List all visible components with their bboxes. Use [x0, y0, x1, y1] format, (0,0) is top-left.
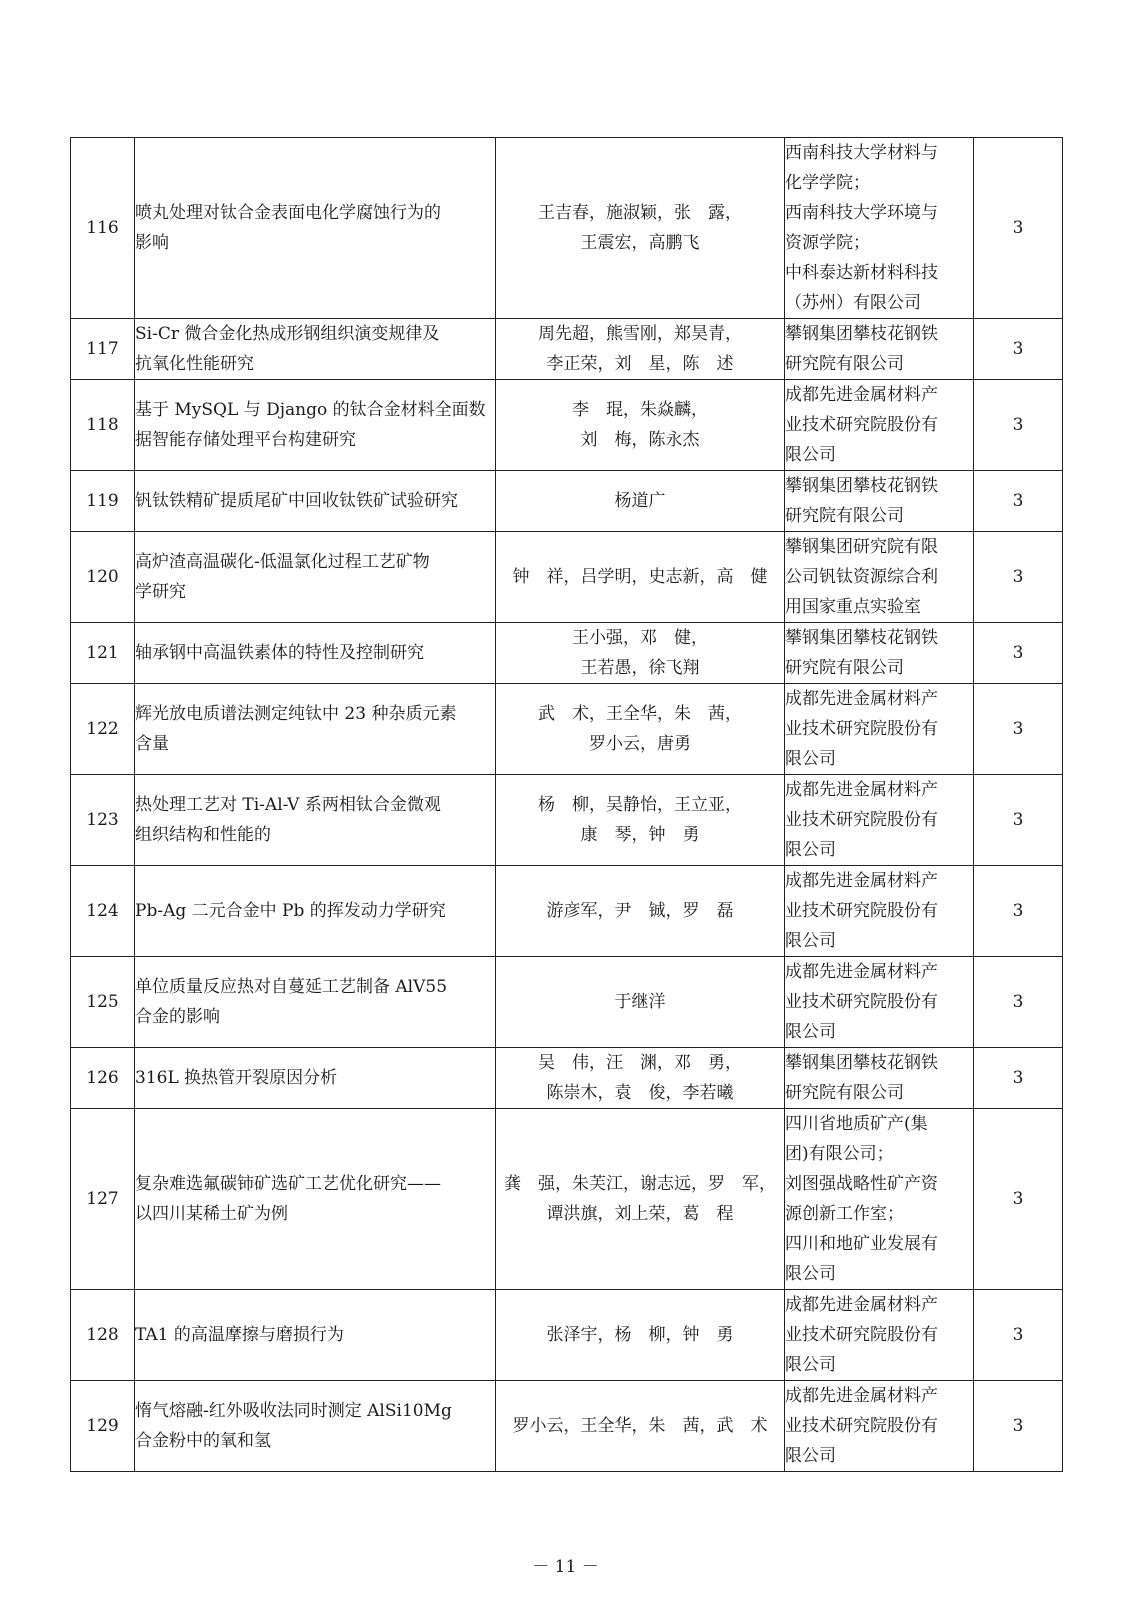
- paper-title-line: 据智能存储处理平台构建研究: [135, 430, 356, 450]
- paper-organization-line: 攀钢集团研究院有限: [785, 537, 938, 557]
- paper-authors: [496, 1048, 785, 1109]
- paper-organization-line: 攀钢集团攀枝花钢铁: [785, 324, 938, 344]
- row-number: 117: [71, 319, 135, 380]
- paper-organization-line: 业技术研究院股份有: [785, 415, 938, 435]
- paper-organization-line: 成都先进金属材料产: [785, 689, 938, 709]
- paper-title-line: 基于 MySQL 与 Django 的钛合金材料全面数: [135, 400, 486, 420]
- paper-title-line: 复杂难选氟碳铈矿选矿工艺优化研究——: [135, 1174, 441, 1194]
- paper-authors-line: 张泽宇，杨 柳，钟 勇: [546, 1325, 734, 1345]
- paper-authors-line: 李 琨，朱焱麟，: [572, 400, 708, 420]
- paper-authors-line: 陈崇木，袁 俊，李若曦: [546, 1083, 734, 1103]
- table-row: [71, 684, 1063, 775]
- row-number: 126: [71, 1048, 135, 1109]
- paper-authors-line: 游彦军，尹 铖，罗 磊: [546, 901, 734, 921]
- table-row: [71, 1109, 1063, 1290]
- paper-authors: [496, 775, 785, 866]
- paper-title: [135, 775, 496, 866]
- paper-title-line: 热处理工艺对 Ti-Al-V 系两相钛合金微观: [135, 795, 441, 815]
- paper-title: [135, 1048, 496, 1109]
- paper-title: [135, 319, 496, 380]
- row-number: 125: [71, 957, 135, 1048]
- paper-authors-line: 王震宏，高鹏飞: [580, 233, 700, 253]
- paper-title: [135, 532, 496, 623]
- paper-title: [135, 866, 496, 957]
- paper-organization: [785, 1381, 974, 1472]
- paper-authors-line: 李正荣，刘 星，陈 述: [546, 354, 734, 374]
- row-score: 3: [974, 471, 1063, 532]
- paper-title-line: 单位质量反应热对自蔓延工艺制备 AlV55: [135, 977, 448, 997]
- paper-organization-line: 限公司: [785, 1022, 836, 1042]
- paper-authors: [496, 1290, 785, 1381]
- paper-authors: [496, 623, 785, 684]
- table-row: [71, 532, 1063, 623]
- paper-organization-line: 四川和地矿业发展有: [785, 1234, 938, 1254]
- paper-organization-line: 化学学院；: [785, 173, 870, 193]
- paper-organization: [785, 957, 974, 1048]
- paper-organization-line: 团)有限公司；: [785, 1144, 894, 1164]
- paper-authors: [496, 471, 785, 532]
- paper-organization: [785, 1290, 974, 1381]
- row-score: 3: [974, 866, 1063, 957]
- table-row: [71, 1048, 1063, 1109]
- paper-authors: [496, 532, 785, 623]
- paper-title: [135, 1109, 496, 1290]
- row-score: 3: [974, 957, 1063, 1048]
- paper-authors: [496, 1381, 785, 1472]
- paper-title: [135, 380, 496, 471]
- paper-authors-line: 谭洪旗，刘上荣，葛 程: [546, 1204, 734, 1224]
- paper-organization-line: 研究院有限公司: [785, 1083, 904, 1103]
- paper-organization-line: 成都先进金属材料产: [785, 871, 938, 891]
- paper-title-line: 抗氧化性能研究: [135, 354, 254, 374]
- row-number: 118: [71, 380, 135, 471]
- paper-title: [135, 623, 496, 684]
- paper-organization-line: 成都先进金属材料产: [785, 1386, 938, 1406]
- row-score: 3: [974, 532, 1063, 623]
- paper-title-line: 辉光放电质谱法测定纯钛中 23 种杂质元素: [135, 704, 457, 724]
- table-row: [71, 957, 1063, 1048]
- paper-organization-line: 刘图强战略性矿产资: [785, 1174, 938, 1194]
- paper-organization-line: 成都先进金属材料产: [785, 962, 938, 982]
- paper-title-line: 合金的影响: [135, 1007, 220, 1027]
- paper-title: [135, 957, 496, 1048]
- paper-authors-line: 周先超，熊雪刚，郑昊青，: [538, 324, 742, 344]
- row-score: 3: [974, 623, 1063, 684]
- paper-title: [135, 1381, 496, 1472]
- paper-title-line: Si-Cr 微合金化热成形钢组织演变规律及: [135, 324, 440, 344]
- row-score: 3: [974, 319, 1063, 380]
- row-score: 3: [974, 1290, 1063, 1381]
- paper-organization-line: 业技术研究院股份有: [785, 1416, 938, 1436]
- paper-organization-line: 攀钢集团攀枝花钢铁: [785, 1053, 938, 1073]
- paper-organization-line: 四川省地质矿产(集: [785, 1114, 928, 1134]
- paper-organization-line: 限公司: [785, 445, 836, 465]
- paper-organization-line: 成都先进金属材料产: [785, 780, 938, 800]
- table-row: [71, 380, 1063, 471]
- paper-organization: [785, 1109, 974, 1290]
- paper-authors-line: 王吉春，施淑颖，张 露，: [538, 203, 742, 223]
- paper-title: [135, 1290, 496, 1381]
- table-row: [71, 775, 1063, 866]
- paper-organization-line: （苏州）有限公司: [785, 293, 921, 313]
- paper-organization-line: 攀钢集团攀枝花钢铁: [785, 476, 938, 496]
- paper-organization: [785, 1048, 974, 1109]
- paper-title: [135, 684, 496, 775]
- paper-title: [135, 471, 496, 532]
- row-number: 116: [71, 138, 135, 319]
- row-number: 120: [71, 532, 135, 623]
- page-number: － 11 －: [532, 1557, 599, 1577]
- paper-title-line: 钒钛铁精矿提质尾矿中回收钛铁矿试验研究: [135, 491, 458, 511]
- paper-organization: [785, 684, 974, 775]
- paper-authors-line: 杨道广: [614, 491, 666, 511]
- paper-organization-line: 研究院有限公司: [785, 506, 904, 526]
- row-score: 3: [974, 138, 1063, 319]
- paper-organization-line: 成都先进金属材料产: [785, 1295, 938, 1315]
- row-number: 121: [71, 623, 135, 684]
- paper-title-line: 高炉渣高温碳化-低温氯化过程工艺矿物: [135, 552, 430, 572]
- paper-organization-line: 成都先进金属材料产: [785, 385, 938, 405]
- paper-organization-line: 业技术研究院股份有: [785, 901, 938, 921]
- paper-organization-line: 西南科技大学环境与: [785, 203, 938, 223]
- paper-authors-line: 钟 祥，吕学明，史志新，高 健: [512, 567, 768, 587]
- paper-title-line: 惰气熔融-红外吸收法同时测定 AlSi10Mg: [135, 1401, 452, 1421]
- paper-organization: [785, 471, 974, 532]
- table-row: [71, 138, 1063, 319]
- paper-title-line: 喷丸处理对钛合金表面电化学腐蚀行为的: [135, 203, 441, 223]
- row-score: 3: [974, 684, 1063, 775]
- table-row: [71, 319, 1063, 380]
- paper-authors-line: 龚 强，朱芙江，谢志远，罗 军，: [504, 1174, 776, 1194]
- paper-authors-line: 罗小云，唐勇: [589, 734, 691, 754]
- paper-authors: [496, 380, 785, 471]
- paper-organization-line: 限公司: [785, 840, 836, 860]
- paper-authors-line: 王小强，邓 健，: [572, 628, 708, 648]
- paper-authors-line: 武 术，王全华，朱 茜，: [538, 704, 742, 724]
- paper-organization-line: 限公司: [785, 1446, 836, 1466]
- paper-title: [135, 138, 496, 319]
- row-score: 3: [974, 1381, 1063, 1472]
- paper-authors-line: 吴 伟，汪 渊，邓 勇，: [538, 1053, 742, 1073]
- paper-organization: [785, 775, 974, 866]
- paper-title-line: 学研究: [135, 582, 186, 602]
- row-number: 123: [71, 775, 135, 866]
- paper-organization-line: 公司钒钛资源综合利: [785, 567, 938, 587]
- paper-authors: [496, 684, 785, 775]
- paper-authors-line: 罗小云，王全华，朱 茜，武 术: [512, 1416, 768, 1436]
- table-row: [71, 471, 1063, 532]
- paper-organization: [785, 866, 974, 957]
- paper-authors-line: 于继洋: [614, 992, 666, 1012]
- paper-title-line: Pb-Ag 二元合金中 Pb 的挥发动力学研究: [135, 901, 446, 921]
- paper-title-line: 316L 换热管开裂原因分析: [135, 1068, 338, 1088]
- paper-organization-line: 研究院有限公司: [785, 354, 904, 374]
- paper-organization-line: 业技术研究院股份有: [785, 1325, 938, 1345]
- paper-authors-line: 王若愚，徐飞翔: [580, 658, 700, 678]
- paper-organization: [785, 319, 974, 380]
- row-number: 122: [71, 684, 135, 775]
- table-row: [71, 866, 1063, 957]
- paper-title-line: 影响: [135, 233, 169, 253]
- paper-title-line: 轴承钢中高温铁素体的特性及控制研究: [135, 643, 424, 663]
- paper-authors-line: 刘 梅，陈永杰: [580, 430, 700, 450]
- paper-organization: [785, 138, 974, 319]
- paper-organization: [785, 532, 974, 623]
- paper-authors-line: 康 琴，钟 勇: [580, 825, 700, 845]
- paper-authors: [496, 138, 785, 319]
- paper-authors: [496, 957, 785, 1048]
- row-score: 3: [974, 1048, 1063, 1109]
- papers-table: [70, 137, 1063, 1472]
- paper-organization-line: 资源学院；: [785, 233, 870, 253]
- paper-organization-line: 研究院有限公司: [785, 658, 904, 678]
- paper-organization-line: 限公司: [785, 749, 836, 769]
- row-score: 3: [974, 1109, 1063, 1290]
- table-row: [71, 1290, 1063, 1381]
- paper-organization-line: 用国家重点实验室: [785, 597, 921, 617]
- paper-organization-line: 业技术研究院股份有: [785, 992, 938, 1012]
- row-number: 119: [71, 471, 135, 532]
- papers-table-body: [71, 138, 1063, 1472]
- row-score: 3: [974, 380, 1063, 471]
- paper-organization-line: 源创新工作室；: [785, 1204, 904, 1224]
- paper-organization: [785, 380, 974, 471]
- paper-authors-line: 杨 柳，吴静怡，王立亚，: [538, 795, 742, 815]
- paper-organization-line: 业技术研究院股份有: [785, 719, 938, 739]
- paper-organization-line: 业技术研究院股份有: [785, 810, 938, 830]
- paper-organization-line: 西南科技大学材料与: [785, 143, 938, 163]
- paper-title-line: TA1 的高温摩擦与磨损行为: [135, 1325, 344, 1345]
- paper-authors: [496, 319, 785, 380]
- paper-authors: [496, 1109, 785, 1290]
- paper-title-line: 以四川某稀土矿为例: [135, 1204, 288, 1224]
- paper-title-line: 组织结构和性能的: [135, 825, 271, 845]
- row-number: 129: [71, 1381, 135, 1472]
- paper-organization-line: 限公司: [785, 1355, 836, 1375]
- row-number: 128: [71, 1290, 135, 1381]
- paper-title-line: 合金粉中的氧和氢: [135, 1431, 271, 1451]
- row-number: 124: [71, 866, 135, 957]
- paper-title-line: 含量: [135, 734, 169, 754]
- table-row: [71, 1381, 1063, 1472]
- row-score: 3: [974, 775, 1063, 866]
- paper-organization-line: 限公司: [785, 1264, 836, 1284]
- paper-organization-line: 限公司: [785, 931, 836, 951]
- paper-organization: [785, 623, 974, 684]
- row-number: 127: [71, 1109, 135, 1290]
- paper-organization-line: 攀钢集团攀枝花钢铁: [785, 628, 938, 648]
- table-row: [71, 623, 1063, 684]
- paper-organization-line: 中科泰达新材料科技: [785, 263, 938, 283]
- paper-authors: [496, 866, 785, 957]
